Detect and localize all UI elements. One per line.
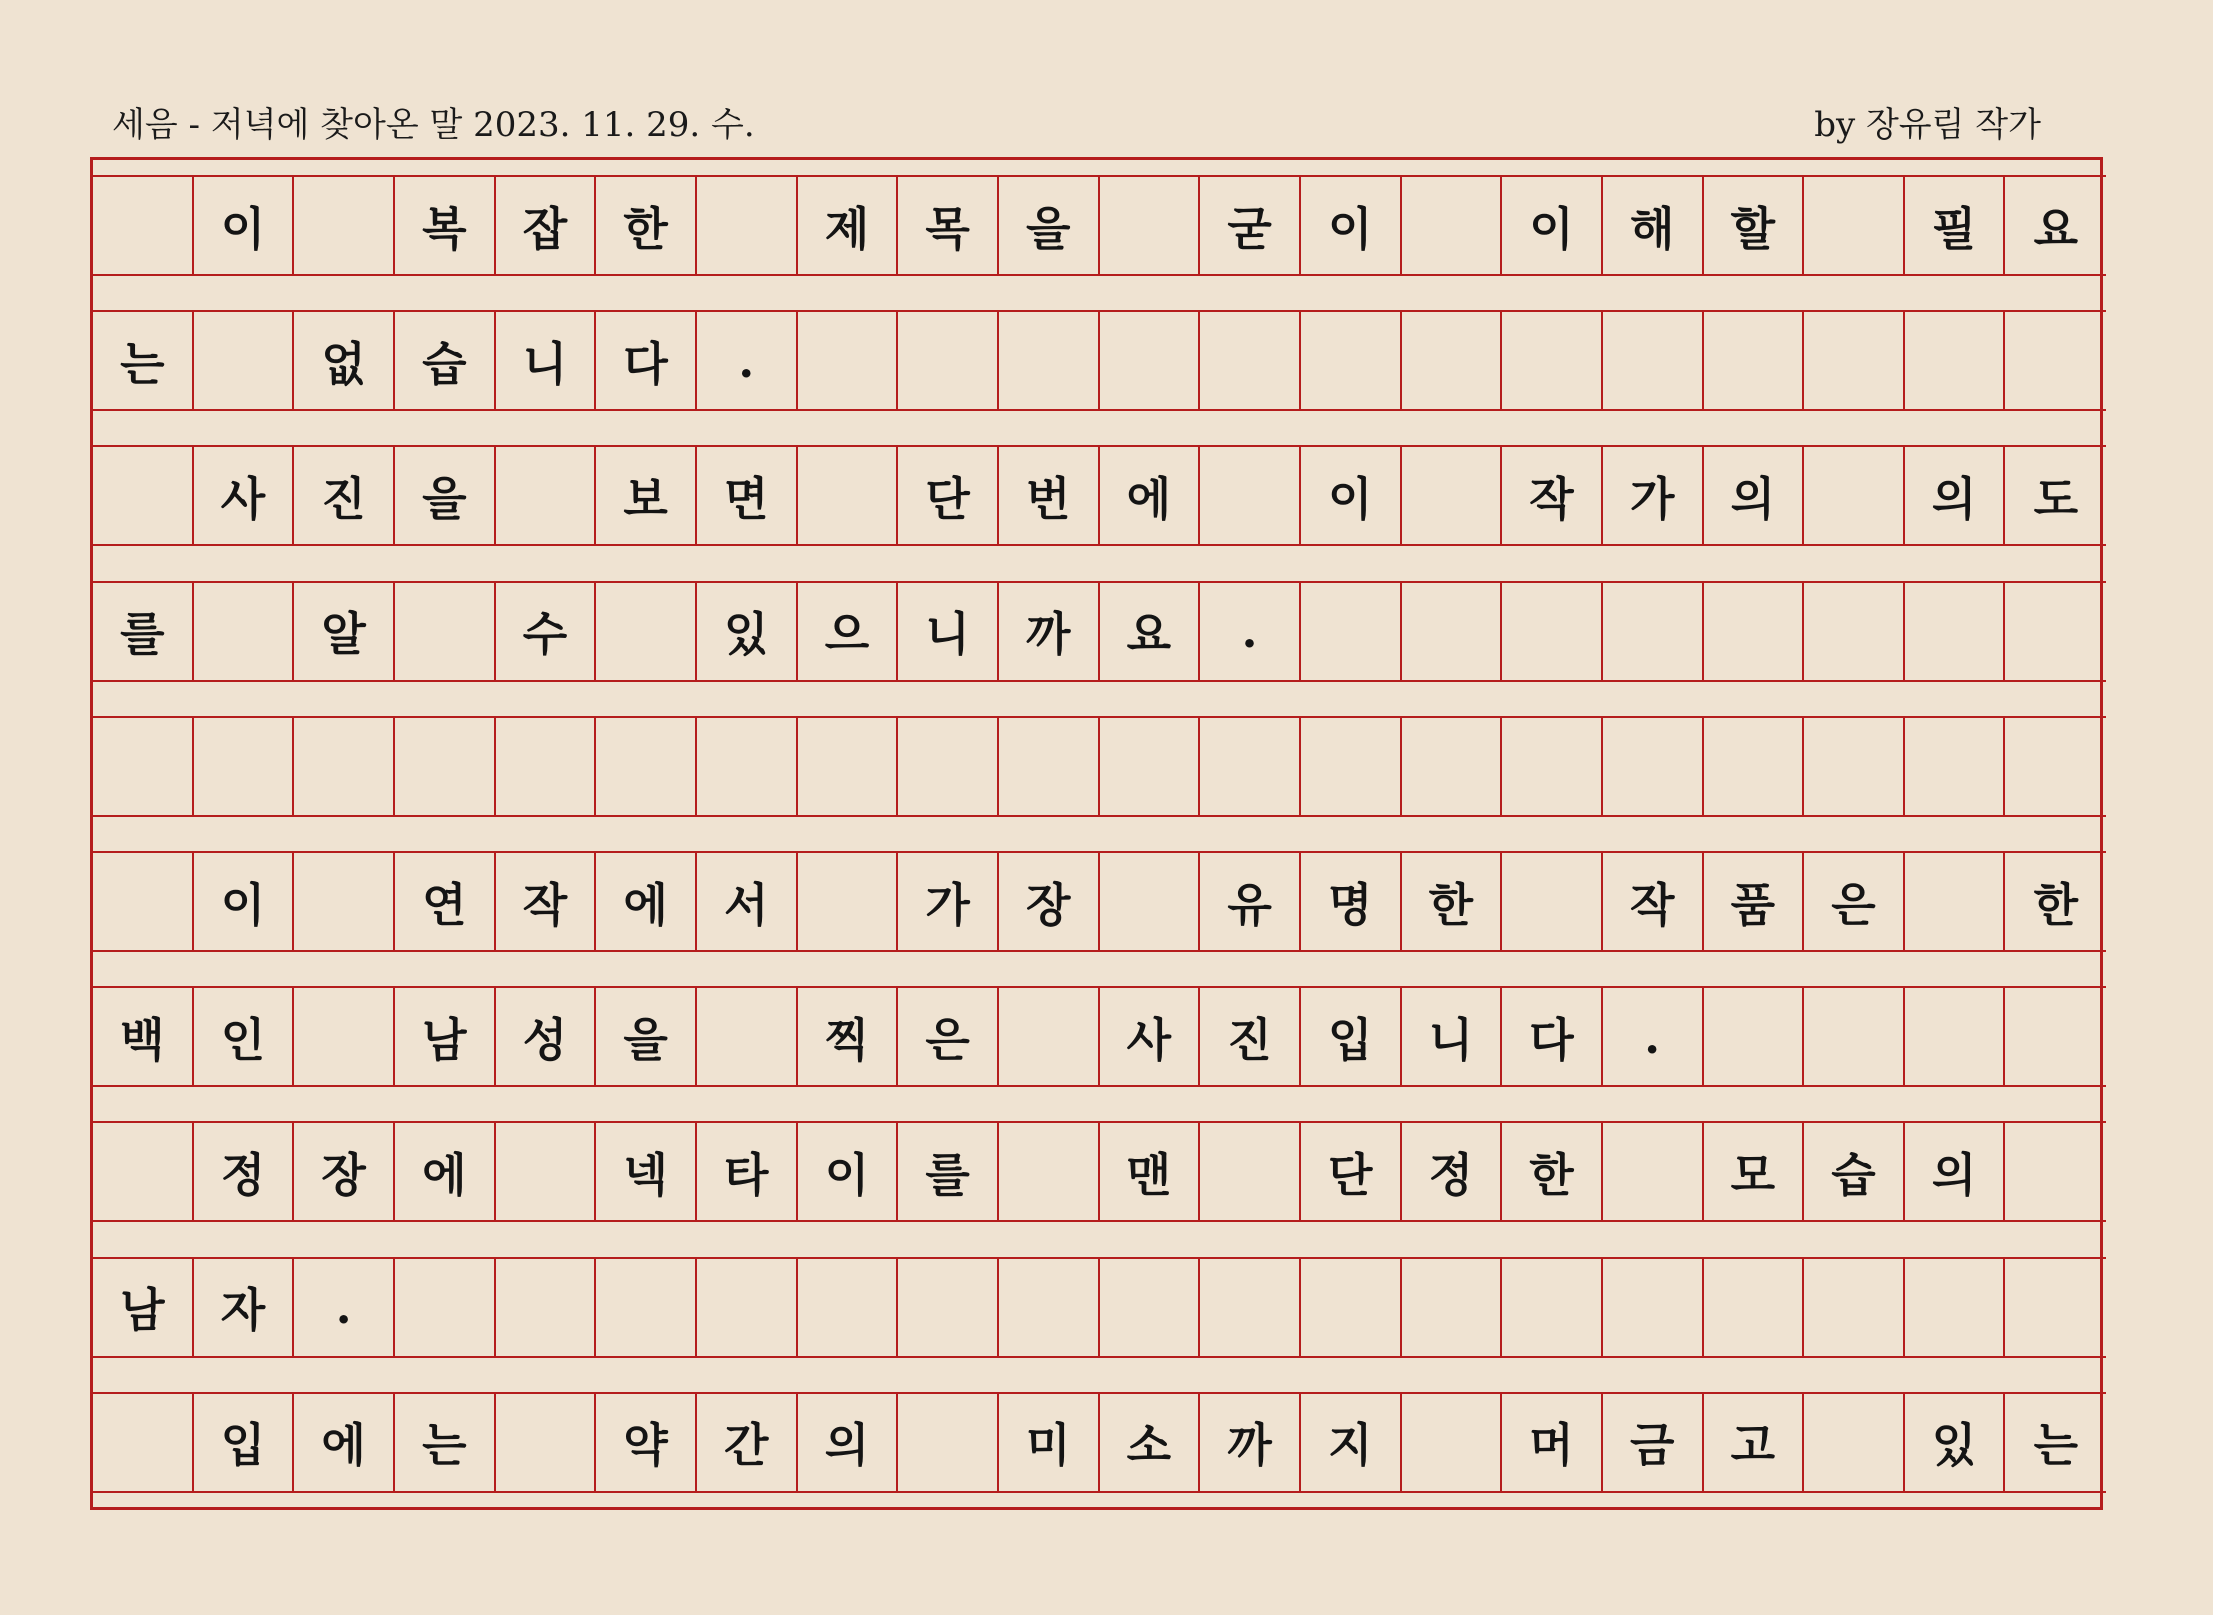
grid-cell: 니 [898, 583, 999, 680]
grid-cell: 수 [496, 583, 597, 680]
grid-cell: 입 [194, 1394, 295, 1491]
grid-cell [194, 718, 295, 815]
grid-cell [93, 447, 194, 544]
grid-cell [1301, 312, 1402, 409]
grid-cell [1905, 988, 2006, 1085]
grid-cell [1905, 718, 2006, 815]
page-header [112, 96, 2041, 146]
grid-cell [798, 853, 899, 950]
grid-cell: 보 [596, 447, 697, 544]
grid-cell [697, 1259, 798, 1356]
grid-cell: 없 [294, 312, 395, 409]
grid-cell: 니 [1402, 988, 1503, 1085]
grid-cell: 이 [1502, 177, 1603, 274]
grid-cell [194, 312, 295, 409]
grid-cell [798, 718, 899, 815]
grid-cell [1200, 718, 1301, 815]
grid-cell: 한 [1502, 1123, 1603, 1220]
grid-cell [1804, 583, 1905, 680]
grid-cell: 굳 [1200, 177, 1301, 274]
grid-cell: 까 [1200, 1394, 1301, 1491]
grid-cell: 있 [1905, 1394, 2006, 1491]
grid-cell: 사 [194, 447, 295, 544]
manuscript-row [93, 986, 2106, 1087]
grid-cell: 가 [1603, 447, 1704, 544]
grid-cell: 이 [194, 177, 295, 274]
grid-cell: 복 [395, 177, 496, 274]
grid-cell [93, 1123, 194, 1220]
grid-cell: 을 [999, 177, 1100, 274]
grid-cell: 정 [1402, 1123, 1503, 1220]
grid-cell: 요 [1100, 583, 1201, 680]
grid-cell: 한 [596, 177, 697, 274]
grid-cell [999, 988, 1100, 1085]
grid-cell [2005, 312, 2106, 409]
grid-cell: 가 [898, 853, 999, 950]
grid-cell [1804, 177, 1905, 274]
grid-cell: 의 [1704, 447, 1805, 544]
grid-cell [1502, 312, 1603, 409]
grid-cell: 필 [1905, 177, 2006, 274]
grid-cell [1804, 1259, 1905, 1356]
grid-cell: 한 [2033, 877, 2078, 932]
grid-cell [596, 1259, 697, 1356]
grid-cell: 모 [1704, 1123, 1805, 1220]
grid-cell [1905, 1259, 2006, 1356]
grid-cell [496, 1259, 597, 1356]
grid-cell [1905, 583, 2006, 680]
grid-cell [1502, 718, 1603, 815]
grid-cell [496, 1394, 597, 1491]
grid-cell: 금 [1603, 1394, 1704, 1491]
grid-cell: 소 [1100, 1394, 1201, 1491]
grid-cell: 습 [1804, 1123, 1905, 1220]
grid-cell [898, 312, 999, 409]
grid-cell: 연 [395, 853, 496, 950]
grid-cell [1704, 583, 1805, 680]
grid-cell: 간 [697, 1394, 798, 1491]
grid-cell [93, 1394, 194, 1491]
grid-cell [1502, 853, 1603, 950]
grid-cell: 이 [798, 1123, 899, 1220]
grid-cell [1804, 312, 1905, 409]
grid-cell [1804, 1394, 1905, 1491]
grid-cell [1502, 1259, 1603, 1356]
grid-cell [1402, 312, 1503, 409]
grid-cell: 장 [294, 1123, 395, 1220]
grid-cell [294, 718, 395, 815]
manuscript-row [93, 581, 2106, 682]
grid-cell: 백 [93, 988, 194, 1085]
grid-cell: 도 [2033, 471, 2078, 526]
manuscript-sheet [90, 157, 2103, 1510]
grid-cell: 의 [798, 1394, 899, 1491]
grid-cell: 는 [93, 312, 194, 409]
grid-cell [697, 988, 798, 1085]
grid-cell: 진 [1200, 988, 1301, 1085]
grid-cell: 이 [1301, 447, 1402, 544]
grid-cell: 으 [798, 583, 899, 680]
manuscript-row [93, 445, 2106, 546]
grid-cell: . [1603, 988, 1704, 1085]
grid-cell [496, 1123, 597, 1220]
author-credit: by 장유림 작가 [1814, 104, 2041, 145]
grid-cell: 인 [194, 988, 295, 1085]
grid-cell: 진 [294, 447, 395, 544]
grid-cell: 찍 [798, 988, 899, 1085]
manuscript-row [93, 1257, 2106, 1358]
grid-cell [1804, 988, 1905, 1085]
grid-cell: 제 [798, 177, 899, 274]
grid-cell [798, 312, 899, 409]
grid-cell: 있 [697, 583, 798, 680]
grid-cell [596, 583, 697, 680]
grid-cell: 타 [697, 1123, 798, 1220]
grid-cell: 자 [194, 1259, 295, 1356]
grid-cell [2005, 718, 2106, 815]
grid-cell: 단 [1301, 1123, 1402, 1220]
grid-cell: 맨 [1100, 1123, 1201, 1220]
grid-cell: 작 [496, 853, 597, 950]
grid-cell [1301, 1259, 1402, 1356]
grid-cell [1301, 718, 1402, 815]
grid-cell [2005, 1123, 2106, 1220]
grid-cell [395, 718, 496, 815]
manuscript-row [93, 1392, 2106, 1493]
grid-cell [999, 312, 1100, 409]
grid-cell [1301, 583, 1402, 680]
grid-cell [898, 1259, 999, 1356]
grid-cell: 머 [1502, 1394, 1603, 1491]
grid-cell: 의 [1905, 1123, 2006, 1220]
grid-cell [1402, 447, 1503, 544]
grid-cell [1200, 447, 1301, 544]
grid-cell [1804, 718, 1905, 815]
grid-cell: 에 [1100, 447, 1201, 544]
grid-cell: 에 [294, 1394, 395, 1491]
grid-cell [1402, 718, 1503, 815]
grid-cell [999, 718, 1100, 815]
grid-cell: 은 [1804, 853, 1905, 950]
grid-cell [395, 583, 496, 680]
grid-cell [1704, 988, 1805, 1085]
grid-cell: 약 [596, 1394, 697, 1491]
grid-cell [1402, 177, 1503, 274]
grid-cell: 작 [1603, 853, 1704, 950]
grid-cell [496, 718, 597, 815]
grid-cell [294, 988, 395, 1085]
grid-cell: 를 [898, 1123, 999, 1220]
grid-cell [2005, 1259, 2106, 1356]
grid-cell [798, 1259, 899, 1356]
grid-cell [999, 1259, 1100, 1356]
grid-cell: 에 [596, 853, 697, 950]
grid-cell: 목 [898, 177, 999, 274]
grid-cell [697, 177, 798, 274]
grid-cell [1502, 583, 1603, 680]
grid-cell [898, 1394, 999, 1491]
grid-cell: 장 [999, 853, 1100, 950]
grid-cell: 이 [1301, 177, 1402, 274]
grid-cell [1603, 1259, 1704, 1356]
grid-cell: 품 [1704, 853, 1805, 950]
grid-cell: 다 [1502, 988, 1603, 1085]
manuscript-row [93, 716, 2106, 817]
grid-cell [1603, 718, 1704, 815]
grid-cell: 다 [596, 312, 697, 409]
grid-cell [93, 177, 194, 274]
grid-cell [1100, 312, 1201, 409]
grid-cell: 한 [1402, 853, 1503, 950]
grid-cell: 고 [1704, 1394, 1805, 1491]
grid-cell [1200, 1259, 1301, 1356]
grid-cell [294, 853, 395, 950]
grid-cell [999, 1123, 1100, 1220]
grid-cell: 번 [999, 447, 1100, 544]
grid-cell: 할 [1704, 177, 1805, 274]
grid-cell: 서 [697, 853, 798, 950]
grid-cell [1200, 1123, 1301, 1220]
grid-cell: 지 [1301, 1394, 1402, 1491]
grid-cell: 는 [395, 1394, 496, 1491]
grid-cell: 잡 [496, 177, 597, 274]
grid-cell [2005, 583, 2106, 680]
grid-cell [1100, 853, 1201, 950]
grid-cell [596, 718, 697, 815]
manuscript-row [93, 310, 2106, 411]
grid-cell: 니 [496, 312, 597, 409]
manuscript-row [93, 851, 2106, 952]
grid-cell: 입 [1301, 988, 1402, 1085]
grid-cell: 성 [496, 988, 597, 1085]
grid-cell: 을 [395, 447, 496, 544]
manuscript-row [93, 175, 2106, 276]
grid-cell [93, 718, 194, 815]
grid-cell [93, 853, 194, 950]
grid-cell [697, 718, 798, 815]
grid-cell: . [697, 312, 798, 409]
grid-cell: 단 [898, 447, 999, 544]
grid-cell [294, 177, 395, 274]
grid-cell [1603, 312, 1704, 409]
grid-cell: 남 [93, 1259, 194, 1356]
grid-cell [1100, 1259, 1201, 1356]
grid-cell [1704, 312, 1805, 409]
grid-cell [1100, 718, 1201, 815]
grid-cell [798, 447, 899, 544]
grid-cell: 는 [2033, 1418, 2078, 1473]
grid-cell: 이 [194, 853, 295, 950]
grid-cell [395, 1259, 496, 1356]
grid-cell [1704, 718, 1805, 815]
grid-cell: 에 [395, 1123, 496, 1220]
grid-cell: 작 [1502, 447, 1603, 544]
manuscript-row [93, 1121, 2106, 1222]
grid-cell [1905, 312, 2006, 409]
grid-cell [1100, 177, 1201, 274]
grid-cell: 미 [999, 1394, 1100, 1491]
grid-cell: 은 [898, 988, 999, 1085]
grid-cell [1200, 312, 1301, 409]
grid-cell [1603, 1123, 1704, 1220]
grid-cell: 해 [1603, 177, 1704, 274]
grid-cell: 넥 [596, 1123, 697, 1220]
grid-cell: 요 [2033, 201, 2078, 256]
grid-cell: 남 [395, 988, 496, 1085]
grid-cell [1704, 1259, 1805, 1356]
title-date: 세음 - 저녁에 찾아온 말 2023. 11. 29. 수. [112, 104, 755, 145]
grid-cell: 알 [294, 583, 395, 680]
grid-cell: 유 [1200, 853, 1301, 950]
grid-cell: . [294, 1259, 395, 1356]
grid-cell [898, 718, 999, 815]
grid-cell: 명 [1301, 853, 1402, 950]
grid-cell: 면 [697, 447, 798, 544]
grid-cell: 을 [596, 988, 697, 1085]
grid-cell: 의 [1905, 447, 2006, 544]
grid-cell [1402, 583, 1503, 680]
grid-cell: 를 [93, 583, 194, 680]
grid-cell [1402, 1394, 1503, 1491]
grid-cell [496, 447, 597, 544]
grid-cell [1905, 853, 2006, 950]
grid-cell: 정 [194, 1123, 295, 1220]
grid-cell [194, 583, 295, 680]
grid-cell: 사 [1100, 988, 1201, 1085]
grid-cell: . [1200, 583, 1301, 680]
grid-cell [1402, 1259, 1503, 1356]
grid-cell: 까 [999, 583, 1100, 680]
grid-cell: 습 [395, 312, 496, 409]
grid-cell [1603, 583, 1704, 680]
grid-cell [2005, 988, 2106, 1085]
grid-cell [1804, 447, 1905, 544]
